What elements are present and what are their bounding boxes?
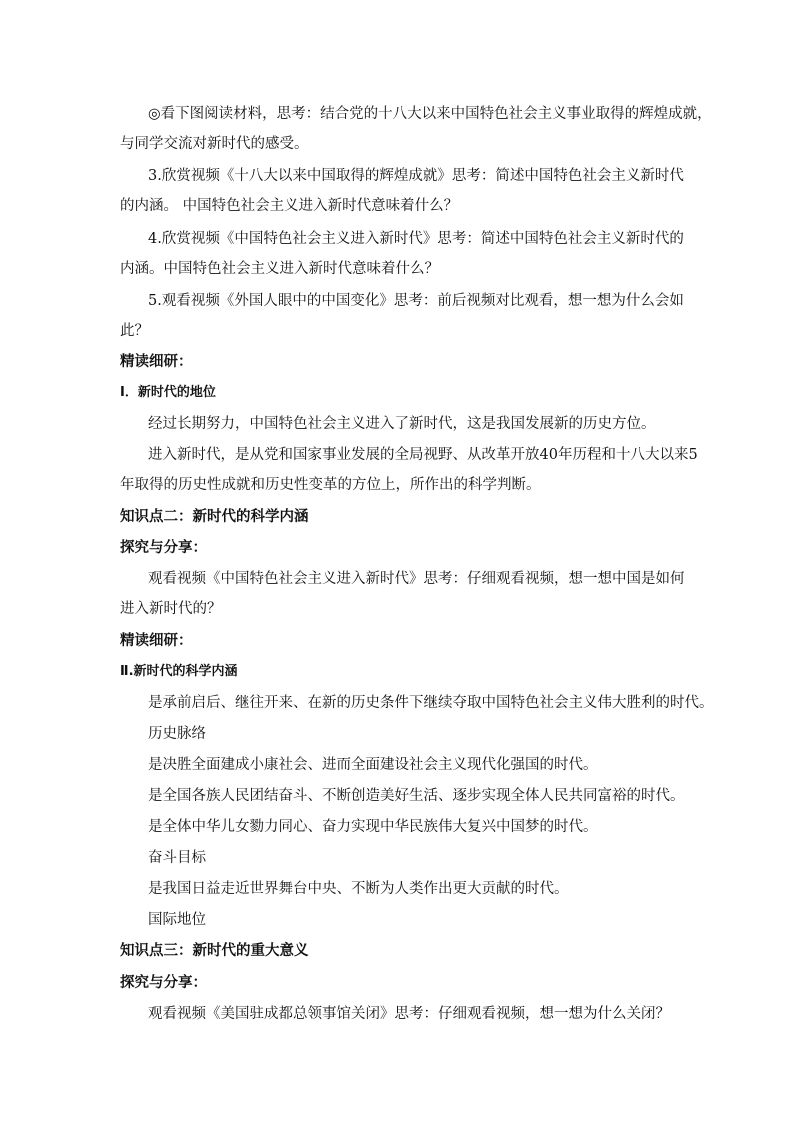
label-international-status: 国际地位 bbox=[148, 912, 206, 928]
subheading-new-era-connotation: Ⅱ.新时代的科学内涵 bbox=[120, 664, 238, 679]
paragraph-3-line-1: 4.欣赏视频《中国特色社会主义进入新时代》思考：简述中国特色社会主义新时代的 bbox=[148, 231, 684, 247]
subheading-new-era-position: Ⅰ．新时代的地位 bbox=[120, 385, 216, 400]
heading-knowledge-point-2: 知识点二：新时代的科学内涵 bbox=[120, 509, 309, 525]
paragraph-2-line-2: 的内涵。 中国特色社会主义进入新时代意味着什么？ bbox=[120, 198, 459, 214]
paragraph-4-line-2: 此？ bbox=[120, 323, 149, 339]
paragraph-13: 观看视频《美国驻成都总领事馆关闭》思考：仔细观看视频，想一想为什么关闭？ bbox=[148, 1006, 670, 1022]
paragraph-10: 是全国各族人民团结奋斗、不断创造美好生活、逐步实现全体人民共同富裕的时代。 bbox=[148, 788, 685, 804]
heading-close-reading-1: 精读细研： bbox=[120, 354, 193, 370]
heading-explore-share-1: 探究与分享： bbox=[120, 540, 207, 556]
heading-explore-share-2: 探究与分享： bbox=[120, 975, 207, 991]
paragraph-1-line-2: 与同学交流对新时代的感受。 bbox=[120, 136, 309, 152]
paragraph-1-line-1: ◎看下图阅读材料，思考：结合党的十八大以来中国特色社会主义事业取得的辉煌成就， bbox=[148, 106, 712, 122]
paragraph-2-line-1: 3.欣赏视频《十八大以来中国取得的辉煌成就》思考：简述中国特色社会主义新时代 bbox=[148, 168, 684, 184]
paragraph-7-line-2: 进入新时代的？ bbox=[120, 601, 222, 617]
label-struggle-goal: 奋斗目标 bbox=[148, 850, 206, 866]
paragraph-9: 是决胜全面建成小康社会、进而全面建设社会主义现代化强国的时代。 bbox=[148, 757, 598, 773]
heading-knowledge-point-3: 知识点三：新时代的重大意义 bbox=[120, 943, 309, 959]
paragraph-8: 是承前启后、继往开来、在新的历史条件下继续夺取中国特色社会主义伟大胜利的时代。 bbox=[148, 695, 714, 711]
paragraph-12: 是我国日益走近世界舞台中央、不断为人类作出更大贡献的时代。 bbox=[148, 881, 569, 897]
paragraph-6-line-1: 进入新时代，是从党和国家事业发展的全局视野、从改革开放40年历程和十八大以来5 bbox=[148, 447, 698, 463]
paragraph-3-line-2: 内涵。中国特色社会主义进入新时代意味着什么？ bbox=[120, 261, 439, 277]
label-historical-context: 历史脉络 bbox=[148, 726, 206, 742]
paragraph-11: 是全体中华儿女勠力同心、奋力实现中华民族伟大复兴中国梦的时代。 bbox=[148, 819, 598, 835]
heading-close-reading-2: 精读细研： bbox=[120, 633, 193, 649]
paragraph-4-line-1: 5.观看视频《外国人眼中的中国变化》思考：前后视频对比观看，想一想为什么会如 bbox=[148, 293, 684, 309]
paragraph-7-line-1: 观看视频《中国特色社会主义进入新时代》思考：仔细观看视频，想一想中国是如何 bbox=[148, 571, 685, 587]
paragraph-6-line-2: 年取得的历史性成就和历史性变革的方位上，所作出的科学判断。 bbox=[120, 477, 541, 493]
paragraph-5: 经过长期努力，中国特色社会主义进入了新时代，这是我国发展新的历史方位。 bbox=[148, 416, 656, 432]
